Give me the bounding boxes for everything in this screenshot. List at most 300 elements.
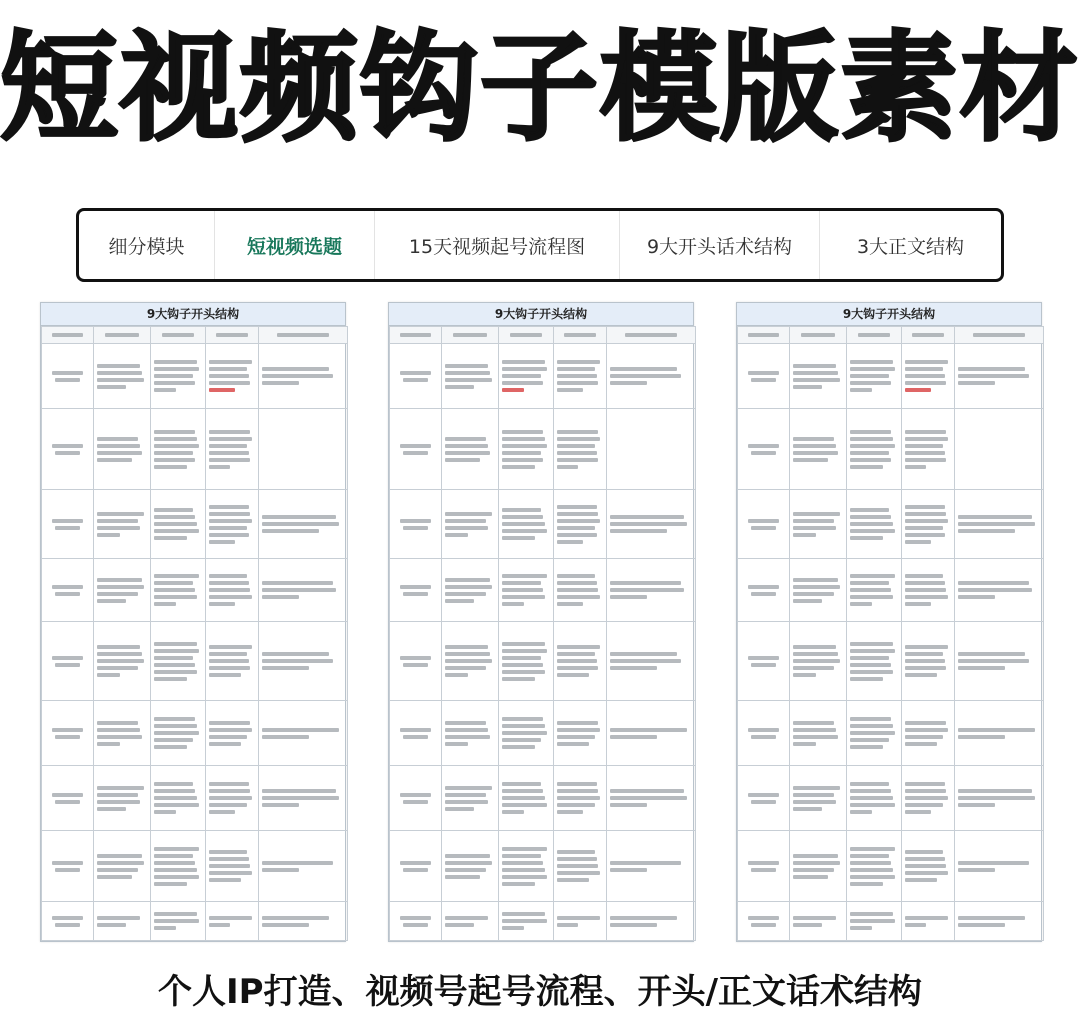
text-placeholder (958, 515, 1032, 519)
table-cell (790, 559, 847, 622)
text-placeholder (97, 735, 142, 739)
text-placeholder (850, 444, 895, 448)
table-cell (607, 490, 696, 559)
text-placeholder (905, 458, 946, 462)
text-placeholder (445, 519, 486, 523)
text-placeholder (502, 912, 545, 916)
text-placeholder (445, 592, 486, 596)
text-placeholder (905, 916, 948, 920)
text-placeholder (154, 912, 197, 916)
text-placeholder (445, 800, 488, 804)
text-placeholder (751, 663, 776, 667)
table-cell (151, 902, 206, 941)
table-cell (94, 766, 151, 831)
table-cell (902, 622, 955, 701)
text-placeholder (610, 515, 684, 519)
text-placeholder (403, 923, 428, 927)
text-placeholder (958, 652, 1025, 656)
text-placeholder (610, 796, 687, 800)
text-placeholder (209, 789, 250, 793)
table-row (738, 831, 1044, 902)
text-placeholder (557, 923, 578, 927)
text-placeholder (905, 878, 937, 882)
header-cell (902, 327, 955, 344)
text-placeholder (154, 663, 195, 667)
text-placeholder (793, 458, 828, 462)
text-placeholder (262, 789, 336, 793)
text-placeholder (209, 360, 252, 364)
table-row (390, 409, 696, 490)
table-cell (94, 831, 151, 902)
text-placeholder (751, 868, 776, 872)
text-placeholder (154, 574, 199, 578)
text-placeholder (793, 526, 836, 530)
text-placeholder (793, 578, 838, 582)
text-placeholder (905, 430, 946, 434)
text-placeholder (557, 505, 597, 509)
text-placeholder (209, 659, 249, 663)
text-placeholder (154, 731, 199, 735)
text-placeholder (850, 536, 883, 540)
text-placeholder (502, 926, 524, 930)
text-placeholder (445, 437, 486, 441)
text-placeholder (850, 430, 891, 434)
text-placeholder (97, 875, 132, 879)
text-placeholder (610, 588, 684, 592)
text-placeholder (850, 522, 893, 526)
text-placeholder (154, 451, 193, 455)
text-placeholder (557, 789, 598, 793)
text-placeholder (154, 868, 197, 872)
text-placeholder (958, 588, 1032, 592)
text-placeholder (610, 916, 677, 920)
table-cell (790, 622, 847, 701)
text-placeholder (625, 333, 678, 337)
table-row (42, 622, 348, 701)
text-placeholder (850, 782, 889, 786)
table-cell (499, 622, 554, 701)
text-placeholder (97, 585, 144, 589)
text-placeholder (400, 371, 432, 375)
text-placeholder (400, 728, 432, 732)
text-placeholder (793, 666, 834, 670)
text-placeholder (905, 602, 931, 606)
header-cell (554, 327, 607, 344)
text-placeholder (154, 388, 176, 392)
text-placeholder (216, 333, 247, 337)
text-placeholder (52, 519, 84, 523)
text-placeholder (262, 868, 299, 872)
text-placeholder (502, 789, 543, 793)
text-placeholder (154, 677, 187, 681)
text-placeholder (905, 505, 945, 509)
text-placeholder (55, 451, 80, 455)
text-placeholder (905, 451, 945, 455)
text-placeholder (748, 371, 780, 375)
table-cell (955, 701, 1044, 766)
tab-label: 3大正文结构 (856, 235, 965, 258)
text-placeholder (209, 810, 235, 814)
text-placeholder (154, 536, 187, 540)
text-placeholder (850, 847, 895, 851)
tab-short-video-topics[interactable] (214, 211, 374, 279)
text-placeholder (97, 923, 126, 927)
table-row (390, 902, 696, 941)
table-cell (554, 409, 607, 490)
text-placeholder (97, 533, 120, 537)
text-placeholder (905, 652, 943, 656)
table-cell (442, 409, 499, 490)
text-placeholder (905, 465, 926, 469)
table-row (390, 766, 696, 831)
text-placeholder (400, 793, 432, 797)
text-placeholder (905, 574, 943, 578)
text-placeholder (97, 458, 132, 462)
text-placeholder (905, 595, 948, 599)
text-placeholder (557, 728, 600, 732)
text-placeholder (850, 919, 895, 923)
table-cell (390, 701, 442, 766)
table-cell (847, 701, 902, 766)
text-placeholder (209, 923, 230, 927)
text-placeholder (52, 444, 84, 448)
text-placeholder (502, 388, 524, 392)
text-placeholder (793, 451, 838, 455)
text-placeholder (154, 437, 197, 441)
text-placeholder (209, 595, 252, 599)
text-placeholder (154, 588, 195, 592)
text-placeholder (793, 728, 836, 732)
text-placeholder (905, 512, 946, 516)
text-placeholder (262, 374, 333, 378)
text-placeholder (403, 592, 428, 596)
text-placeholder (850, 926, 872, 930)
table-cell (151, 701, 206, 766)
text-placeholder (445, 364, 488, 368)
table-preview-2 (388, 302, 694, 942)
text-placeholder (557, 465, 578, 469)
text-placeholder (557, 437, 600, 441)
table-cell (390, 766, 442, 831)
text-placeholder (793, 875, 828, 879)
text-placeholder (154, 926, 176, 930)
table-cell (554, 766, 607, 831)
text-placeholder (610, 367, 677, 371)
text-placeholder (209, 581, 249, 585)
table-cell (259, 902, 348, 941)
text-placeholder (502, 595, 545, 599)
text-placeholder (557, 721, 598, 725)
table-cell (259, 559, 348, 622)
text-placeholder (502, 522, 545, 526)
table-cell (790, 490, 847, 559)
table-cell (790, 902, 847, 941)
text-placeholder (154, 745, 187, 749)
text-placeholder (209, 458, 250, 462)
text-placeholder (445, 742, 468, 746)
tab-9-opening-scripts[interactable] (619, 211, 819, 279)
text-placeholder (154, 360, 197, 364)
table-cell (259, 490, 348, 559)
text-placeholder (209, 451, 249, 455)
text-placeholder (445, 444, 488, 448)
text-placeholder (850, 381, 891, 385)
text-placeholder (958, 529, 1015, 533)
text-placeholder (793, 371, 838, 375)
text-placeholder (154, 717, 195, 721)
table-cell (738, 409, 790, 490)
table-cell (94, 559, 151, 622)
text-placeholder (748, 333, 779, 337)
text-placeholder (557, 526, 595, 530)
text-placeholder (793, 652, 838, 656)
text-placeholder (403, 378, 428, 382)
text-placeholder (97, 645, 140, 649)
text-placeholder (445, 721, 486, 725)
text-placeholder (154, 810, 176, 814)
text-placeholder (905, 850, 943, 854)
text-placeholder (502, 536, 535, 540)
text-placeholder (502, 465, 535, 469)
text-placeholder (905, 666, 946, 670)
sheet-title: 9大钩子开头结构 (737, 303, 1041, 326)
text-placeholder (502, 602, 524, 606)
table-cell (554, 701, 607, 766)
table-row (390, 701, 696, 766)
text-placeholder (502, 374, 541, 378)
table-cell (390, 902, 442, 941)
tab-3-body-structures[interactable] (819, 211, 1001, 279)
text-placeholder (557, 782, 597, 786)
table-cell (206, 344, 259, 409)
table-cell (42, 902, 94, 941)
text-placeholder (793, 378, 840, 382)
text-placeholder (850, 588, 891, 592)
text-placeholder (905, 864, 946, 868)
table-cell (847, 559, 902, 622)
text-placeholder (905, 789, 946, 793)
text-placeholder (557, 533, 597, 537)
text-placeholder (52, 656, 84, 660)
text-placeholder (97, 378, 144, 382)
text-placeholder (793, 437, 834, 441)
text-placeholder (262, 515, 336, 519)
table-row (42, 902, 348, 941)
text-placeholder (403, 735, 428, 739)
table-cell (554, 622, 607, 701)
text-placeholder (958, 735, 1005, 739)
text-placeholder (905, 728, 948, 732)
text-placeholder (97, 659, 144, 663)
text-placeholder (262, 796, 339, 800)
text-placeholder (262, 666, 309, 670)
text-placeholder (445, 578, 490, 582)
text-placeholder (502, 444, 547, 448)
text-placeholder (154, 882, 187, 886)
text-placeholder (97, 916, 140, 920)
table-cell (499, 766, 554, 831)
text-placeholder (793, 807, 822, 811)
text-placeholder (850, 656, 889, 660)
text-placeholder (209, 721, 250, 725)
text-placeholder (502, 717, 543, 721)
text-placeholder (400, 333, 431, 337)
text-placeholder (557, 742, 589, 746)
header-cell (499, 327, 554, 344)
text-placeholder (557, 574, 595, 578)
text-placeholder (751, 378, 776, 382)
text-placeholder (793, 533, 816, 537)
text-placeholder (793, 645, 836, 649)
table-cell (847, 409, 902, 490)
table-cell (955, 622, 1044, 701)
text-placeholder (610, 728, 687, 732)
table-cell (738, 344, 790, 409)
header-cell (607, 327, 696, 344)
text-placeholder (557, 850, 595, 854)
text-placeholder (97, 592, 138, 596)
text-placeholder (154, 367, 199, 371)
text-placeholder (510, 333, 542, 337)
text-placeholder (610, 868, 647, 872)
table-cell (607, 902, 696, 941)
text-placeholder (610, 381, 647, 385)
text-placeholder (751, 592, 776, 596)
text-placeholder (403, 868, 428, 872)
text-placeholder (154, 595, 197, 599)
text-placeholder (400, 861, 432, 865)
table-cell (442, 701, 499, 766)
text-placeholder (502, 724, 545, 728)
table-row (42, 766, 348, 831)
text-placeholder (502, 810, 524, 814)
text-placeholder (445, 526, 488, 530)
text-placeholder (209, 437, 252, 441)
text-placeholder (154, 738, 193, 742)
text-placeholder (97, 599, 126, 603)
sheet-title: 9大钩子开头结构 (389, 303, 693, 326)
text-placeholder (557, 666, 598, 670)
table-cell (151, 622, 206, 701)
text-placeholder (154, 854, 193, 858)
table-cell (499, 409, 554, 490)
text-placeholder (162, 333, 194, 337)
table-cell (955, 409, 1044, 490)
text-placeholder (209, 512, 250, 516)
table-cell (206, 831, 259, 902)
text-placeholder (905, 540, 931, 544)
text-placeholder (850, 868, 893, 872)
text-placeholder (154, 529, 199, 533)
text-placeholder (400, 444, 432, 448)
text-placeholder (557, 367, 595, 371)
table-cell (206, 490, 259, 559)
text-placeholder (154, 381, 195, 385)
table-cell (42, 622, 94, 701)
text-placeholder (55, 663, 80, 667)
text-placeholder (209, 519, 252, 523)
text-placeholder (55, 592, 80, 596)
text-placeholder (557, 864, 598, 868)
text-placeholder (502, 677, 535, 681)
text-placeholder (748, 793, 780, 797)
sheet-table (389, 326, 696, 941)
text-placeholder (557, 857, 597, 861)
text-placeholder (502, 731, 547, 735)
text-placeholder (958, 374, 1029, 378)
text-placeholder (502, 854, 541, 858)
text-placeholder (610, 789, 684, 793)
table-cell (738, 902, 790, 941)
text-placeholder (557, 388, 583, 392)
text-placeholder (958, 861, 1029, 865)
text-placeholder (502, 529, 547, 533)
text-placeholder (502, 656, 541, 660)
text-placeholder (262, 728, 339, 732)
table-cell (554, 902, 607, 941)
table-cell (442, 344, 499, 409)
text-placeholder (610, 861, 681, 865)
text-placeholder (262, 659, 333, 663)
table-cell (554, 831, 607, 902)
tab-15-day-flowchart[interactable] (374, 211, 619, 279)
text-placeholder (52, 793, 84, 797)
text-placeholder (850, 360, 893, 364)
text-placeholder (905, 374, 945, 378)
text-placeholder (557, 381, 598, 385)
text-placeholder (557, 588, 598, 592)
table-cell (390, 409, 442, 490)
table-cell (554, 490, 607, 559)
text-placeholder (445, 666, 486, 670)
table-cell (847, 766, 902, 831)
table-preview-3 (736, 302, 1042, 942)
table-cell (151, 490, 206, 559)
text-placeholder (97, 721, 138, 725)
table-cell (390, 622, 442, 701)
text-placeholder (905, 645, 948, 649)
tab-label: 9大开头话术结构 (646, 235, 793, 258)
text-placeholder (97, 526, 140, 530)
text-placeholder (793, 721, 834, 725)
text-placeholder (958, 868, 995, 872)
text-placeholder (905, 444, 943, 448)
table-cell (607, 409, 696, 490)
text-placeholder (55, 923, 80, 927)
text-placeholder (209, 850, 247, 854)
text-placeholder (850, 602, 872, 606)
table-row (42, 831, 348, 902)
tab-segment-module[interactable] (79, 211, 214, 279)
text-placeholder (154, 796, 197, 800)
table-cell (499, 559, 554, 622)
text-placeholder (154, 847, 199, 851)
text-placeholder (557, 803, 595, 807)
table-cell (442, 902, 499, 941)
table-cell (554, 344, 607, 409)
text-placeholder (905, 388, 931, 392)
table-cell (42, 766, 94, 831)
text-placeholder (97, 854, 142, 858)
table-cell (42, 409, 94, 490)
text-placeholder (557, 512, 598, 516)
table-cell (955, 490, 1044, 559)
text-placeholder (557, 810, 583, 814)
table-cell (902, 559, 955, 622)
text-placeholder (209, 735, 247, 739)
table-row (738, 701, 1044, 766)
text-placeholder (793, 923, 822, 927)
